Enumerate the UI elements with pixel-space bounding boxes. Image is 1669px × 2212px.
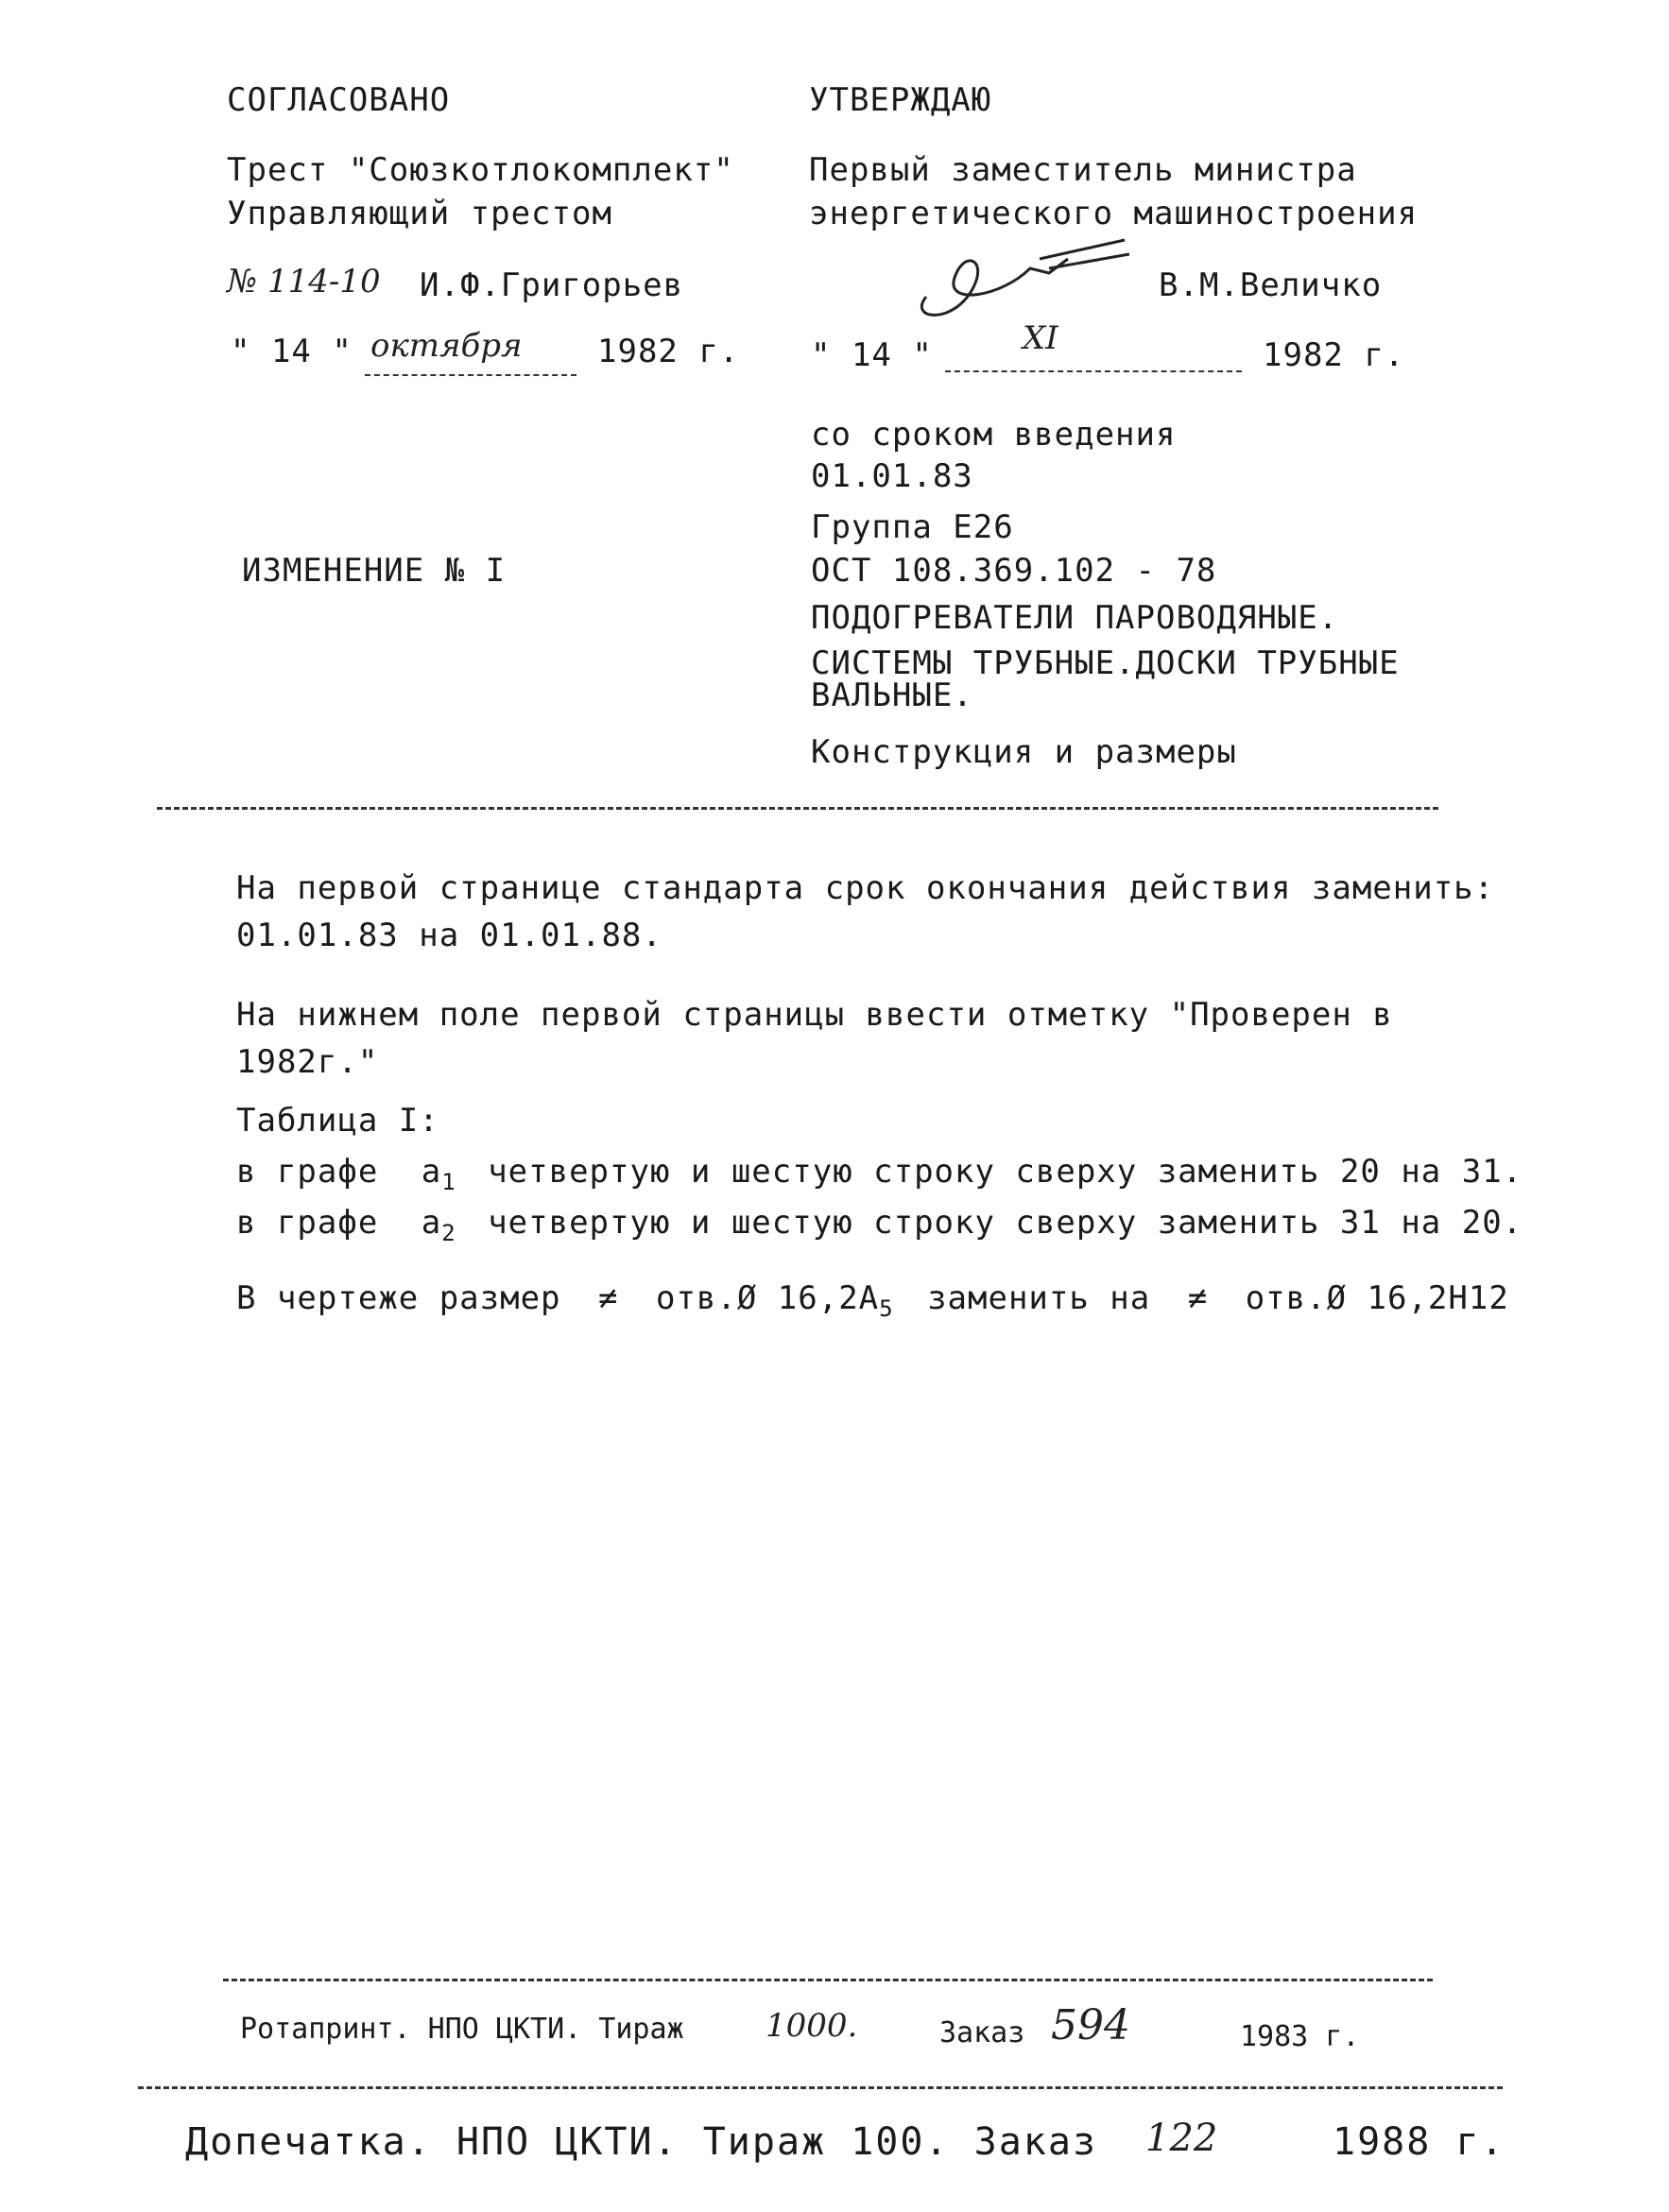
- agreed-date-year: 1982 г.: [597, 333, 740, 370]
- inclined-count-icon: ≠: [1187, 1279, 1209, 1317]
- paragraph-4-part3: заменить на: [927, 1279, 1151, 1317]
- paragraph-4-part1: В чертеже размер: [236, 1279, 561, 1317]
- table-row-2-text: четвертую и шестую строку сверху заменить 31 на 20.: [488, 1204, 1523, 1242]
- agreed-signer: И.Ф.Григорьев: [420, 266, 684, 304]
- approved-title-line2: энергетического машиностроения: [809, 195, 1419, 232]
- footer-reprint-order: 122: [1145, 2117, 1218, 2160]
- agreed-date-month: октября: [370, 327, 523, 365]
- paragraph-4-subscript: 5: [879, 1295, 894, 1322]
- footer-print-label: Ротапринт. НПО ЦКТИ. Тираж: [240, 2013, 684, 2046]
- footer-reprint-year: 1988 г.: [1333, 2120, 1506, 2164]
- paragraph-1-line2: 01.01.83 на 01.01.88.: [236, 917, 662, 954]
- approved-date-month: XI: [1023, 319, 1058, 357]
- agreed-date-day: " 14 ": [231, 333, 353, 370]
- footer-print-run: 1000.: [766, 2007, 858, 2045]
- table-row-1-prefix: в графе: [236, 1153, 379, 1191]
- agreed-date-underline: [365, 374, 576, 376]
- table-row-1-symbol: a: [421, 1153, 442, 1191]
- approved-signer: В.М.Величко: [1159, 266, 1383, 304]
- standard-title-line2: СИСТЕМЫ ТРУБНЫЕ.ДОСКИ ТРУБНЫЕ: [811, 644, 1400, 682]
- footer-rule-top: [223, 1979, 1433, 1981]
- footer-order-label: Заказ: [939, 2016, 1025, 2049]
- table-row-2-prefix: в графе: [236, 1204, 379, 1242]
- table-row-1-subscript: 1: [441, 1169, 456, 1195]
- approved-title-line1: Первый заместитель министра: [809, 151, 1357, 189]
- agreed-reg-number: № 114-10: [227, 263, 381, 300]
- approved-signature-scribble: [898, 231, 1134, 334]
- paragraph-4-part4: отв.Ø 16,2H12: [1245, 1279, 1509, 1317]
- table-row-2-symbol: a: [421, 1204, 442, 1242]
- paragraph-1-line1: На первой странице стандарта срок окончания действия заменить:: [236, 869, 1495, 907]
- paragraph-4-part2: отв.Ø 16,2A: [655, 1279, 880, 1317]
- approved-date-day: " 14 ": [811, 336, 933, 374]
- agreed-org-line2: Управляющий трестом: [227, 195, 612, 232]
- paragraph-2-line2: 1982г.": [236, 1043, 379, 1081]
- footer-order-number: 594: [1051, 2001, 1130, 2049]
- standard-title-line4: Конструкция и размеры: [811, 733, 1237, 771]
- table-row-2: [236, 1204, 1523, 1246]
- standard-number: ОСТ 108.369.102 - 78: [811, 552, 1217, 590]
- paragraph-4: [236, 1279, 1509, 1322]
- table-row-1: [236, 1153, 1523, 1195]
- footer-rule-bottom: [138, 2086, 1503, 2089]
- inclined-count-icon: ≠: [598, 1279, 619, 1317]
- footer-year: 1983 г.: [1240, 2020, 1360, 2053]
- header-separator: [157, 807, 1438, 810]
- change-label: ИЗМЕНЕНИЕ № I: [242, 552, 507, 590]
- standard-intro-line: со сроком введения: [811, 416, 1177, 454]
- agreed-org-line1: Трест "Союзкотлокомплект": [227, 151, 734, 189]
- footer-reprint-line: Допечатка. НПО ЦКТИ. Тираж 100. Заказ: [185, 2120, 1098, 2164]
- approved-heading: УТВЕРЖДАЮ: [809, 81, 992, 119]
- standard-title-line1: ПОДОГРЕВАТЕЛИ ПАРОВОДЯНЫЕ.: [811, 599, 1339, 637]
- standard-group: Группа Е26: [811, 508, 1014, 546]
- approved-date-underline: [945, 370, 1242, 372]
- approved-date-year: 1982 г.: [1263, 336, 1405, 374]
- table-heading: Таблица I:: [236, 1102, 439, 1140]
- table-row-2-subscript: 2: [441, 1220, 456, 1246]
- standard-date: 01.01.83: [811, 457, 973, 495]
- agreed-heading: СОГЛАСОВАНО: [227, 81, 451, 119]
- paragraph-2-line1: На нижнем поле первой страницы ввести отметку "Проверен в: [236, 996, 1393, 1034]
- table-row-1-text: четвертую и шестую строку сверху заменить 20 на 31.: [488, 1153, 1523, 1191]
- standard-title-line3: ВАЛЬНЫЕ.: [811, 677, 973, 714]
